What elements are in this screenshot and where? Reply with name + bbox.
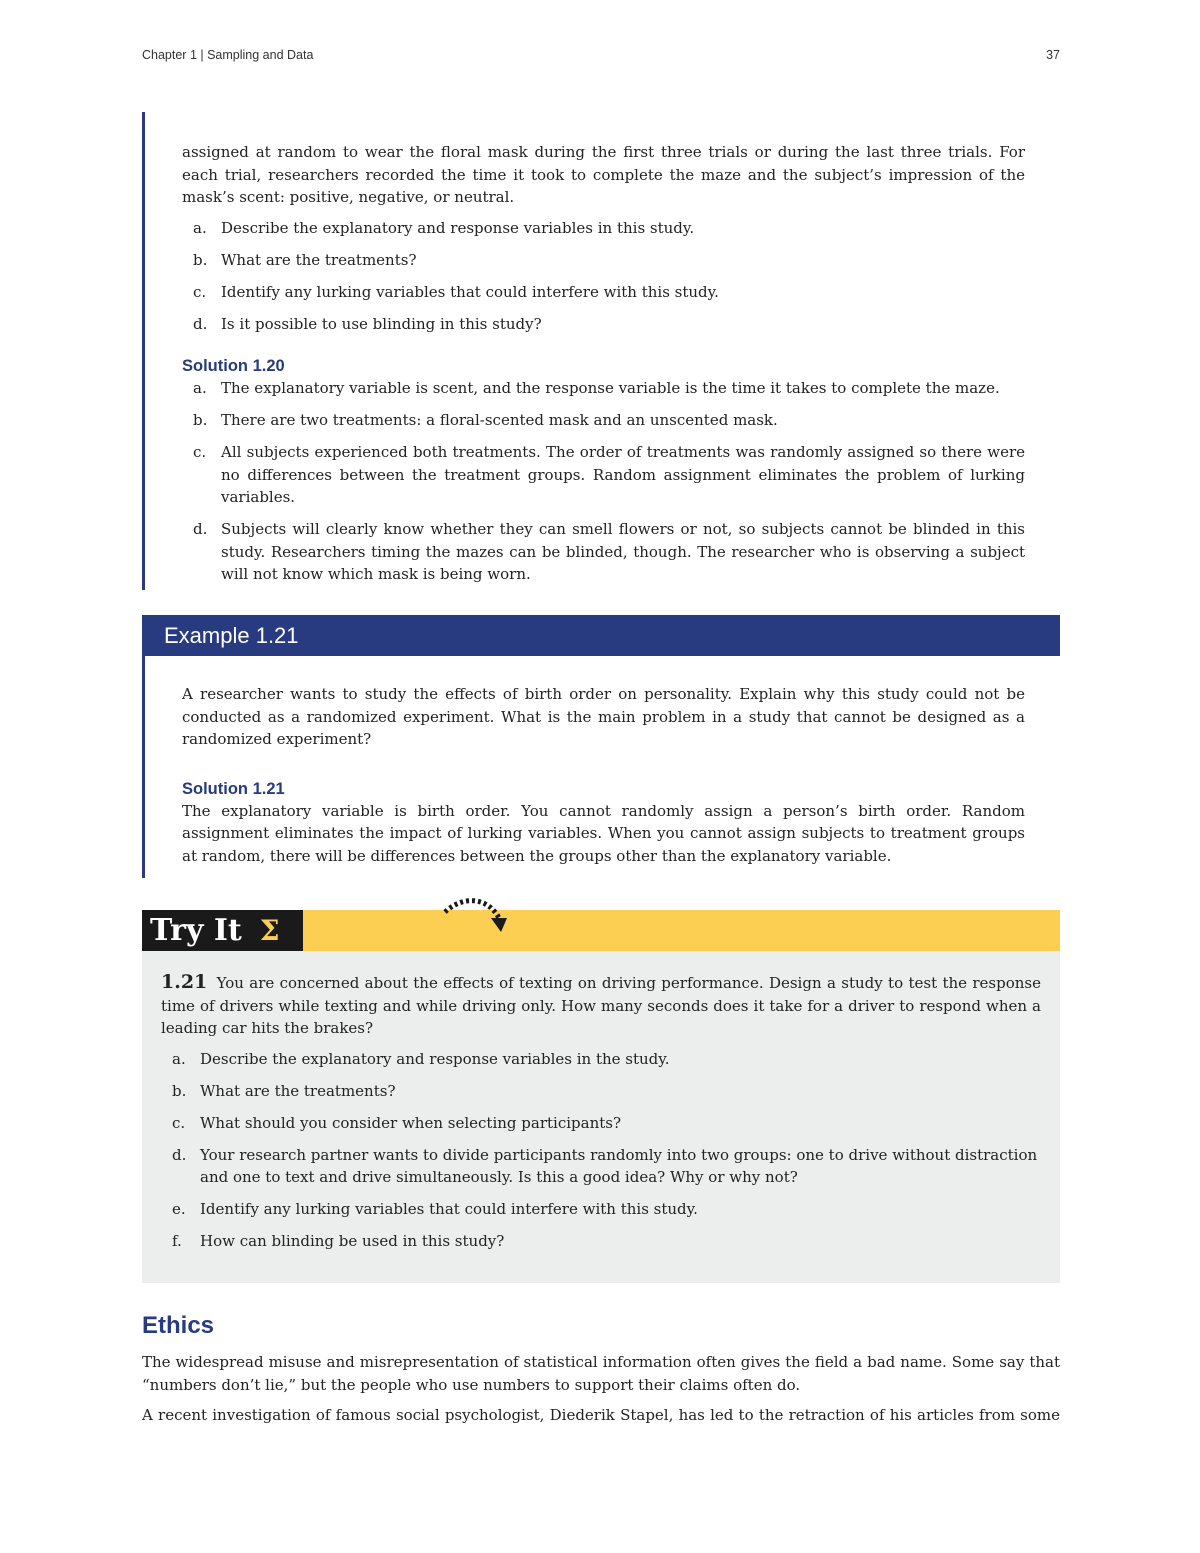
- list-item: f. How can blinding be used in this study?: [172, 1232, 505, 1250]
- page-number: 37: [1046, 48, 1060, 62]
- list-item: d. Is it possible to use blinding in this study?: [193, 314, 542, 333]
- list-item: d. Your research partner wants to divide participants randomly into two groups: one to drive without distraction and one to text and drive simultaneously. Is this a good idea? Why or why not?: [172, 1145, 1038, 1186]
- example-121-content: [182, 683, 1025, 867]
- list-item: c. What should you consider when selecting participants?: [172, 1113, 621, 1132]
- list-item: d. Subjects will clearly know whether they can smell flowers or not, so subjects cannot be blinded in this study. Researchers timing the mazes can be blinded, though. The researcher who is observing a subject will not know which mask is being worn.: [193, 520, 1025, 583]
- list-item: b. What are the treatments?: [193, 250, 417, 269]
- solution-121-text: The explanatory variable is birth order. You cannot randomly assign a person’s birth order. Random assignment eliminates the impact of lurking variables. When you cannot assign subjects to treatment groups at random, there will be differences between the groups other than the explanatory variable.: [182, 801, 1025, 865]
- example-121-problem: A researcher wants to study the effects of birth order on personality. Explain why this study could not be conducted as a randomized experiment. What is the main problem in a study that cannot be designed as a randomized experiment?: [182, 685, 1025, 748]
- try-it-number: 1.21: [161, 971, 208, 993]
- example-120-questions: [182, 217, 1025, 336]
- try-it-banner: [142, 910, 1060, 951]
- list-item: a. Describe the explanatory and response variables in this study.: [193, 218, 695, 237]
- list-item: c. Identify any lurking variables that could interfere with this study.: [193, 282, 719, 301]
- list-item: a. The explanatory variable is scent, and the response variable is the time it takes to complete the maze.: [193, 379, 1000, 397]
- curved-arrow-icon: [437, 898, 517, 948]
- example-120-block: [142, 112, 1060, 590]
- solution-120-answers: [182, 377, 1025, 586]
- try-it-questions: [161, 1048, 1041, 1253]
- solution-120-title: Solution 1.20: [182, 357, 285, 375]
- example-120-intro: assigned at random to wear the floral mask during the first three trials or during the last three trials. For each trial, researchers recorded the time it took to complete the maze and the subject’s impression of the mask’s scent: positive, negative, or neutral.: [182, 143, 1025, 206]
- ethics-heading: Ethics: [142, 1312, 215, 1339]
- try-it-box: [142, 951, 1060, 1283]
- example-121-block: [142, 615, 1060, 878]
- example-121-title: Example 1.21: [142, 615, 1060, 656]
- list-item: b. There are two treatments: a floral-scented mask and an unscented mask.: [193, 411, 778, 429]
- try-it-prompt: 1.21 You are concerned about the effects of texting on driving performance. Design a study to test the response time of drivers while texting and while driving only. How many seconds does it take for a driver to respond when a leading car hits the brakes?: [161, 971, 1041, 1037]
- solution-121-title: Solution 1.21: [182, 779, 285, 798]
- ethics-paragraph: The widespread misuse and misrepresentation of statistical information often gives the field a bad name. Some say that “numbers don’t lie,” but the people who use numbers to support their claims often do.: [142, 1353, 1060, 1394]
- running-head: [142, 48, 1060, 62]
- chapter-title: Chapter 1 | Sampling and Data: [142, 48, 314, 62]
- list-item: e. Identify any lurking variables that could interfere with this study.: [172, 1200, 698, 1218]
- try-it-label: Try It Σ: [142, 910, 303, 951]
- list-item: a. Describe the explanatory and response variables in the study.: [172, 1049, 670, 1068]
- sigma-icon: Σ: [259, 914, 280, 947]
- list-item: b. What are the treatments?: [172, 1081, 396, 1100]
- try-it-content: [161, 971, 1041, 1262]
- list-item: c. All subjects experienced both treatments. The order of treatments was randomly assigned so there were no differences between the treatment groups. Random assignment eliminates the problem of lurking variables.: [193, 443, 1025, 506]
- ethics-paragraph: A recent investigation of famous social psychologist, Diederik Stapel, has led to the retraction of his articles from some: [142, 1406, 1060, 1424]
- ethics-body: [142, 1351, 1060, 1435]
- example-120-content: [182, 141, 1025, 595]
